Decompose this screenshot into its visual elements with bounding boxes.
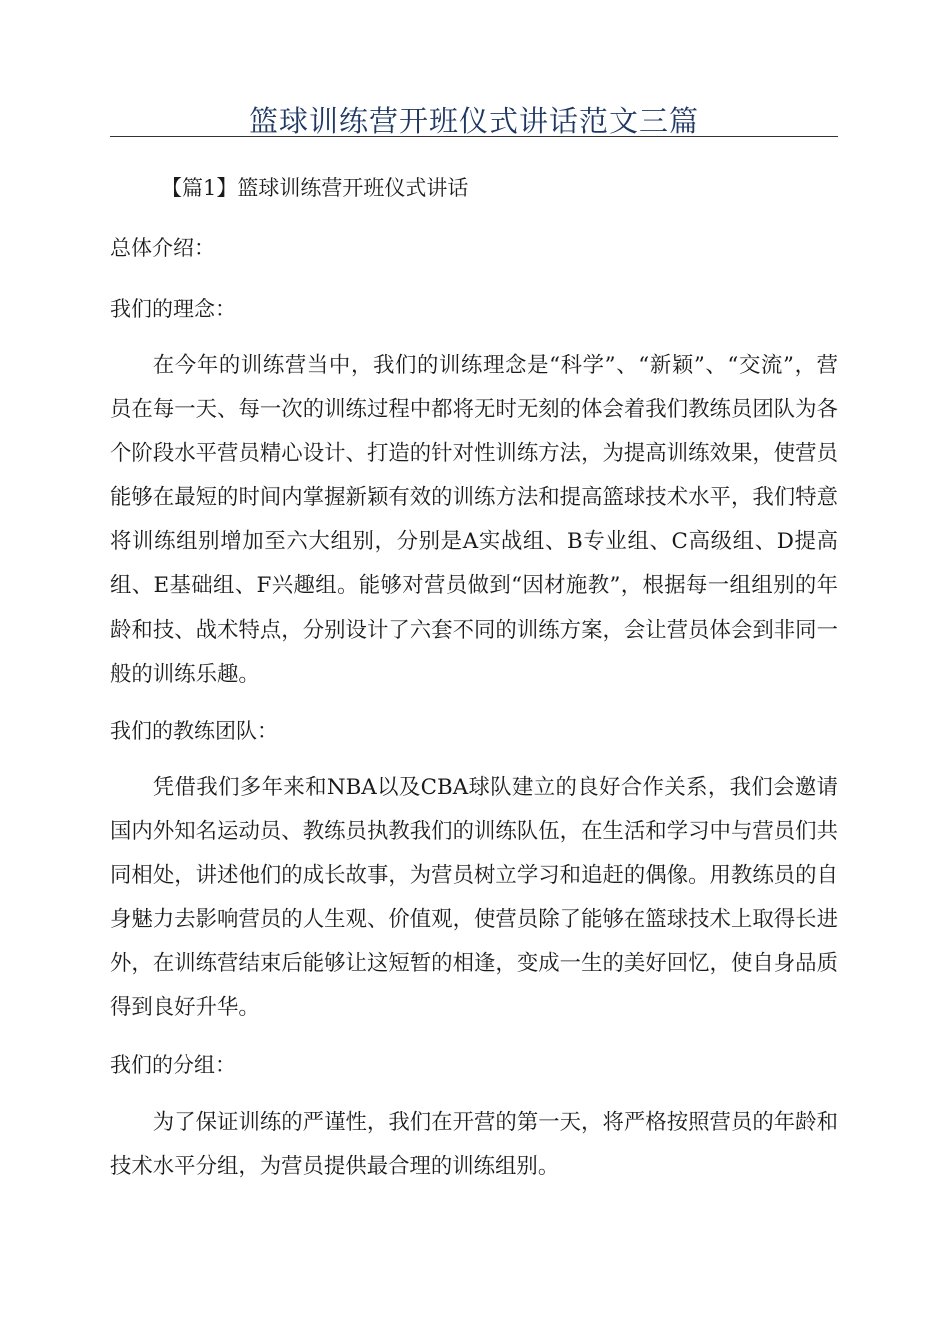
section-heading: 【篇1】篮球训练营开班仪式讲话 [161, 176, 469, 200]
document-title: 篮球训练营开班仪式讲话范文三篇 [248, 104, 699, 138]
philosophy-label: 我们的理念： [110, 297, 236, 321]
philosophy-paragraph: 在今年的训练营当中，我们的训练理念是“科学”、“新颖”、“交流”，营员在每一天、每一次的训练过程中都将无时无刻的体会着我们教练员团队为各个阶段水平营员精心设计、打造的针对性训练方法，为提高训练效果，使营员能够在最短的时间内掌握新颖有效的训练方法和提高篮球技术水平，我们特意将训练组别增加至六大组别，分别是A实战组、B专业组、C高级组、D提高组、E基础组、F兴趣组。能够对营员做到“因材施教”，根据每一组组别的年龄和技、战术特点，分别设计了六套不同的训练方案，会让营员体会到非同一般的训练乐趣。 [110, 353, 838, 687]
title-underline [110, 136, 838, 137]
coaches-label: 我们的教练团队： [110, 719, 278, 743]
intro-label: 总体介绍： [110, 236, 215, 260]
groups-label: 我们的分组： [110, 1053, 236, 1077]
groups-paragraph: 为了保证训练的严谨性，我们在开营的第一天，将严格按照营员的年龄和技术水平分组，为营员提供最合理的训练组别。 [110, 1110, 838, 1180]
coaches-paragraph: 凭借我们多年来和NBA以及CBA球队建立的良好合作关系，我们会邀请国内外知名运动员、教练员执教我们的训练队伍，在生活和学习中与营员们共同相处，讲述他们的成长故事，为营员树立学习和追赶的偶像。用教练员的自身魅力去影响营员的人生观、价值观，使营员除了能够在篮球技术上取得长进外，在训练营结束后能够让这短暂的相逢，变成一生的美好回忆，使自身品质得到良好升华。 [110, 775, 838, 1021]
